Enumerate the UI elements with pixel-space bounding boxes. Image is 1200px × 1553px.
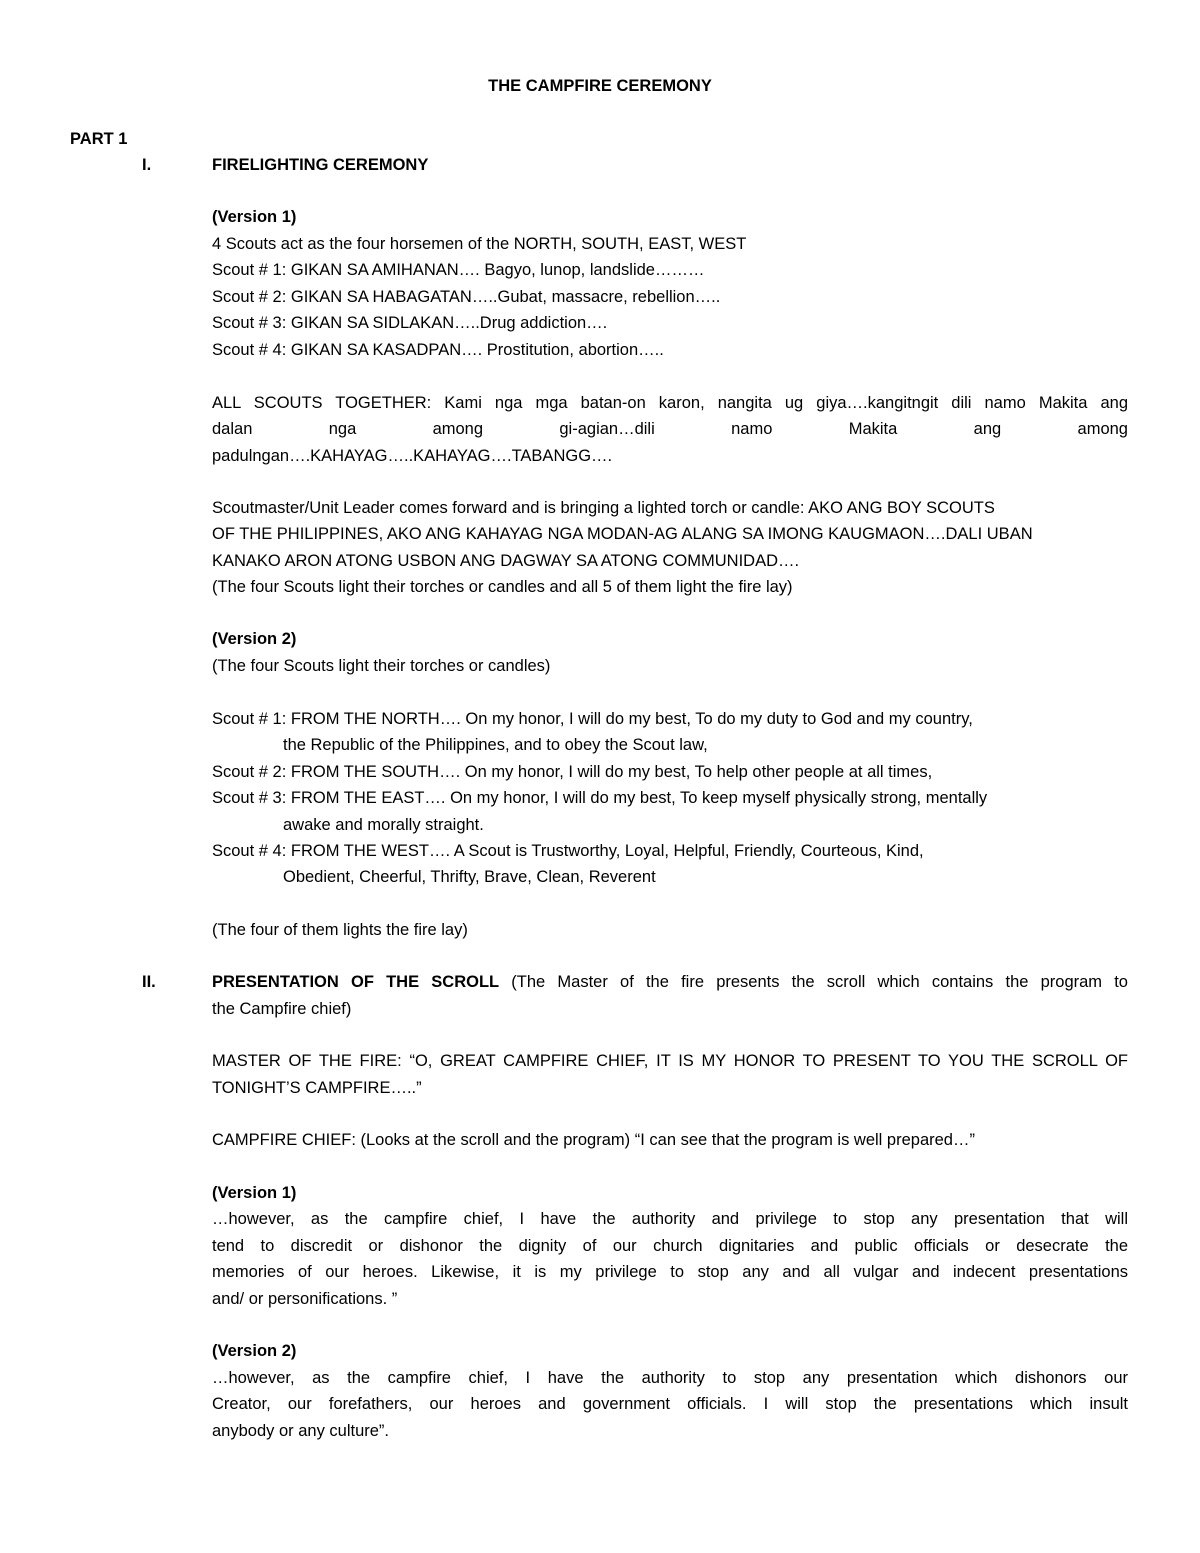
section-2-heading-note: (The Master of the fire presents the scroll which contains the program to — [499, 973, 1128, 991]
text-line: Scout # 2: GIKAN SA HABAGATAN…..Gubat, massacre, rebellion….. — [212, 288, 721, 306]
section-1-heading: FIRELIGHTING CEREMONY — [212, 156, 429, 174]
section-2-heading-line — [212, 972, 1128, 992]
text-line: Scout # 1: FROM THE NORTH…. On my honor, I will do my best, To do my duty to God and my country, — [212, 710, 973, 728]
text-line: Scout # 3: GIKAN SA SIDLAKAN…..Drug addiction…. — [212, 314, 608, 332]
text-line: …however, as the campfire chief, I have the authority to stop any presentation which dishonors our — [212, 1369, 1128, 1387]
part-heading: PART 1 — [70, 130, 128, 148]
text-line: TONIGHT’S CAMPFIRE…..” — [212, 1079, 422, 1097]
text-line: Scout # 3: FROM THE EAST…. On my honor, I will do my best, To keep myself physically strong, mentally — [212, 789, 988, 807]
text-line: padulngan….KAHAYAG…..KAHAYAG….TABANGG…. — [212, 447, 613, 465]
section-2-heading: PRESENTATION OF THE SCROLL — [212, 973, 500, 991]
text-line: dalan nga among gi-agian…dili namo Makita ang among — [212, 420, 1128, 438]
text-line: (The four Scouts light their torches or candles) — [212, 657, 551, 675]
version-label: (Version 1) — [212, 208, 297, 226]
text-line: …however, as the campfire chief, I have the authority and privilege to stop any presentation that will — [212, 1210, 1128, 1228]
version-label: (Version 2) — [212, 630, 297, 648]
text-line: the Republic of the Philippines, and to obey the Scout law, — [283, 736, 708, 754]
text-line: the Campfire chief) — [212, 1000, 352, 1018]
section-1-number: I. — [142, 156, 152, 174]
section-2-number: II. — [142, 973, 156, 991]
version-label: (Version 1) — [212, 1184, 297, 1202]
text-line: tend to discredit or dishonor the dignity of our church dignitaries and public officials or desecrate the — [212, 1237, 1128, 1255]
text-line: ALL SCOUTS TOGETHER: Kami nga mga batan-on karon, nangita ug giya….kangitngit dili namo Makita ang — [212, 394, 1128, 412]
text-line: OF THE PHILIPPINES, AKO ANG KAHAYAG NGA MODAN-AG ALANG SA IMONG KAUGMAON….DALI UBAN — [212, 525, 1033, 543]
text-line: Scout # 2: FROM THE SOUTH…. On my honor, I will do my best, To help other people at all times, — [212, 763, 933, 781]
text-line: 4 Scouts act as the four horsemen of the NORTH, SOUTH, EAST, WEST — [212, 235, 747, 253]
text-line: MASTER OF THE FIRE: “O, GREAT CAMPFIRE CHIEF, IT IS MY HONOR TO PRESENT TO YOU THE SCROLL OF — [212, 1052, 1128, 1070]
text-line: Scout # 4: FROM THE WEST…. A Scout is Trustworthy, Loyal, Helpful, Friendly, Courteous, Kind, — [212, 842, 924, 860]
text-line: Scout # 1: GIKAN SA AMIHANAN…. Bagyo, lunop, landslide……… — [212, 261, 705, 279]
text-line: CAMPFIRE CHIEF: (Looks at the scroll and the program) “I can see that the program is well prepared…” — [212, 1131, 975, 1149]
text-line: KANAKO ARON ATONG USBON ANG DAGWAY SA ATONG COMMUNIDAD…. — [212, 552, 800, 570]
version-label: (Version 2) — [212, 1342, 297, 1360]
text-line: (The four of them lights the fire lay) — [212, 921, 468, 939]
text-line: and/ or personifications. ” — [212, 1290, 398, 1308]
text-line: Creator, our forefathers, our heroes and government officials. I will stop the presentations which insult — [212, 1395, 1128, 1413]
text-line: Obedient, Cheerful, Thrifty, Brave, Clean, Reverent — [283, 868, 656, 886]
text-line: Scoutmaster/Unit Leader comes forward and is bringing a lighted torch or candle: AKO ANG BOY SCOUTS — [212, 499, 995, 517]
text-line: Scout # 4: GIKAN SA KASADPAN…. Prostitution, abortion….. — [212, 341, 664, 359]
text-line: memories of our heroes. Likewise, it is my privilege to stop any and all vulgar and indecent presentations — [212, 1263, 1128, 1281]
text-line: (The four Scouts light their torches or candles and all 5 of them light the fire lay) — [212, 578, 793, 596]
text-line: anybody or any culture”. — [212, 1422, 390, 1440]
page-title: THE CAMPFIRE CEREMONY — [488, 77, 712, 95]
text-line: awake and morally straight. — [283, 816, 484, 834]
